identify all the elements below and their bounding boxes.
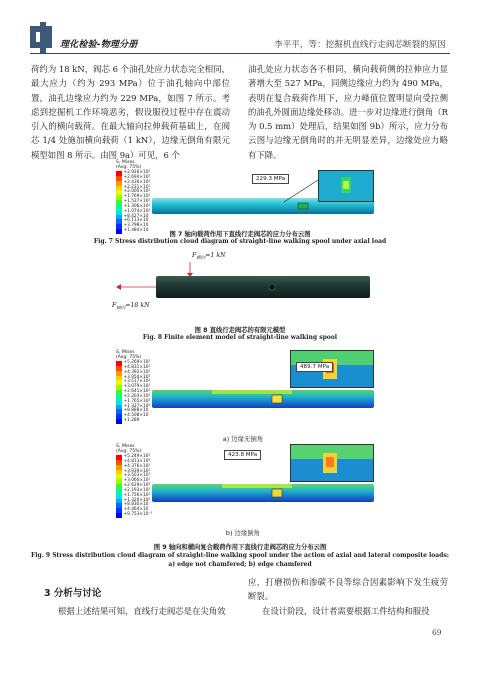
legend-value: +3.954×10² <box>123 374 151 380</box>
zoom-inset <box>290 444 374 482</box>
legend-value: +9.753×10⁻¹ <box>123 512 153 518</box>
body-paragraph: 应，打磨损伤和渗碳不良等综合因素影响下发生疲劳断裂。 <box>248 577 448 602</box>
figure-9-caption-en: Fig. 9 Stress distribution cloud diagram of straight-line walking spool under the action of axial and lateral composite loads: <box>31 552 449 559</box>
legend-swatch <box>116 513 122 518</box>
stress-callout: 229.3 MPa <box>252 174 289 184</box>
legend-value: +2.641×10² <box>123 389 151 395</box>
legend-value: +4.392×10² <box>123 369 151 375</box>
color-legend <box>116 171 150 234</box>
legend-value: +1.756×10² <box>123 492 151 498</box>
figure-8-caption-cn: 图 8 直线行走阀芯的有限元模型 <box>194 327 286 334</box>
figure-7-caption-en: Fig. 7 Stress distribution cloud diagram of straight-line walking spool under axial load <box>93 238 387 245</box>
oil-hole <box>272 395 282 403</box>
legend-title: S, Mises (Avg: 75%) <box>116 350 142 361</box>
spool-model <box>156 276 370 298</box>
legend-value: +4.464×10 <box>123 507 149 513</box>
legend-value: +1.537×10² <box>123 199 151 205</box>
legend-value: +8.427×10 <box>123 213 149 219</box>
text-column-right <box>248 62 448 162</box>
figure-9a-subcaption: a) 边缘无倒角 <box>222 435 264 443</box>
figure-9-caption-cn: 图 9 轴向和横向复合载荷作用下直线行走阀芯的应力分布云图 <box>153 544 327 551</box>
legend-value: +1.484×10 <box>123 228 149 234</box>
legend-value: +3.079×10² <box>123 384 151 390</box>
legend-value: +3.798×10 <box>123 223 149 229</box>
oil-hole <box>272 489 282 497</box>
body-paragraph: 根据上述结果可知，直线行走阀芯是在尖角效 <box>58 606 226 616</box>
journal-logo-text: 理化检验-物理分册 <box>60 40 138 50</box>
figure-9b <box>112 444 374 537</box>
legend-value: +5.249×10² <box>123 454 151 459</box>
legend-value: +3.503×10² <box>123 473 151 479</box>
figure-8 <box>112 252 374 318</box>
legend-swatch <box>116 419 122 424</box>
stress-callout: 423.8 MPa <box>224 450 261 460</box>
legend-title: S, Mises (Avg: 75%) <box>116 160 142 171</box>
color-legend <box>116 455 152 518</box>
legend-value: +6.113×10 <box>123 218 149 224</box>
figure-7-caption-cn: 图 7 轴向载荷作用下直线行走阀芯的应力分布云图 <box>169 231 311 238</box>
legend-value: +2.694×10² <box>123 174 151 180</box>
stress-callout: 489.7 MPa <box>296 362 333 372</box>
figure-9a <box>112 350 374 443</box>
zoom-inset <box>318 170 374 202</box>
legend-value: +1.306×10² <box>123 203 151 209</box>
legend-value: +1.320×10² <box>123 497 151 503</box>
body-paragraph: 在设计阶段，设计者需要根据工件结构和服役 <box>262 605 430 616</box>
legend-value: +1.074×10² <box>123 208 151 214</box>
legend-entry <box>116 513 152 518</box>
legend-value: +3.939×10² <box>123 468 151 474</box>
fem-model-drawing <box>112 260 374 318</box>
legend-entry <box>116 419 150 424</box>
legend-value: +4.376×10² <box>123 463 151 469</box>
legend-value: +4.508×10 <box>123 413 149 419</box>
legend-value: +1.769×10² <box>123 194 151 200</box>
legend-value: +2.436×10² <box>123 179 151 185</box>
legend-value: +8.830×10 <box>123 502 149 508</box>
page-number: 69 <box>432 628 442 637</box>
body-paragraph: 油孔处应力状态各不相同，横向载荷侧的拉伸应力显著增大至 527 MPa，同侧边缘应力约为 490 MPa，表明在复合载荷作用下，应力峰值位置明显向受拉侧的油孔外圆面边缘处移动。进一步对边缘进行倒角（R 为 0.5 mm）处理后，结果如图 9b）所示，应力分布云图与边缘无倒角时的并无明显差异，边缘处应力略有下降。 <box>248 64 448 160</box>
legend-value: +1.765×10² <box>123 398 151 404</box>
axial-force-label: $F_{轴向}=18$ kN <box>112 302 150 312</box>
text-column-right-bottom <box>248 575 448 618</box>
legend-value: +1.327×10² <box>123 403 151 409</box>
text-column-left <box>31 62 230 162</box>
section-heading: 3 分析与讨论 <box>44 588 102 599</box>
figure-7 <box>112 160 374 234</box>
callout-leader <box>282 178 322 208</box>
body-paragraph: 荷约为 18 kN，阀芯 6 个油孔处应力状态完全相同，最大应力（约为 293 MPa）位于油孔轴向中部位置，油孔边缘应力约为 229 MPa，如图 7 所示。考虑到挖掘机工作环境恶劣，假设服役过程中存在震动引入的横向载荷。在最大轴向拉伸载荷基础上，在阀芯 1/4 处施加横向载荷（1 kN），边缘无倒角有限元模型如图 8 所示。由图 9a）可见，6 个 <box>31 64 230 160</box>
legend-value: +2.193×10² <box>123 487 151 493</box>
legend-value: +5.269×10² <box>123 360 151 365</box>
figure-9b-subcaption: b) 边缘倒角 <box>225 529 261 537</box>
legend-value: +4.831×10² <box>123 364 151 370</box>
figure-9-caption-en-line2: a) edge not chamfered; b) edge chamfered <box>168 561 312 568</box>
figure-8-caption-en: Fig. 8 Finite element model of straight-line walking spool <box>142 334 338 341</box>
header-rule <box>30 53 450 54</box>
legend-value: +2.231×10² <box>123 184 151 190</box>
legend-value: +2.203×10² <box>123 393 151 399</box>
running-title: 李平平，等：挖掘机直线行走阀芯断裂的原因 <box>274 40 446 50</box>
legend-value: +3.517×10² <box>123 379 151 385</box>
legend-value: +8.888×10 <box>123 408 149 414</box>
legend-value: +3.066×10² <box>123 478 151 484</box>
text-column-left-bottom <box>44 604 230 618</box>
legend-value: +2.926×10² <box>123 170 151 175</box>
legend-title: S, Mises (Avg: 75%) <box>116 444 142 455</box>
legend-value: +4.813×10² <box>123 458 151 464</box>
legend-value: +2.629×10² <box>123 483 151 489</box>
lateral-force-label: $F_{横向}=1$ kN <box>192 252 226 262</box>
legend-value: +1.289 <box>123 418 140 424</box>
color-legend <box>116 361 150 424</box>
legend-value: +2.000×10² <box>123 189 151 195</box>
